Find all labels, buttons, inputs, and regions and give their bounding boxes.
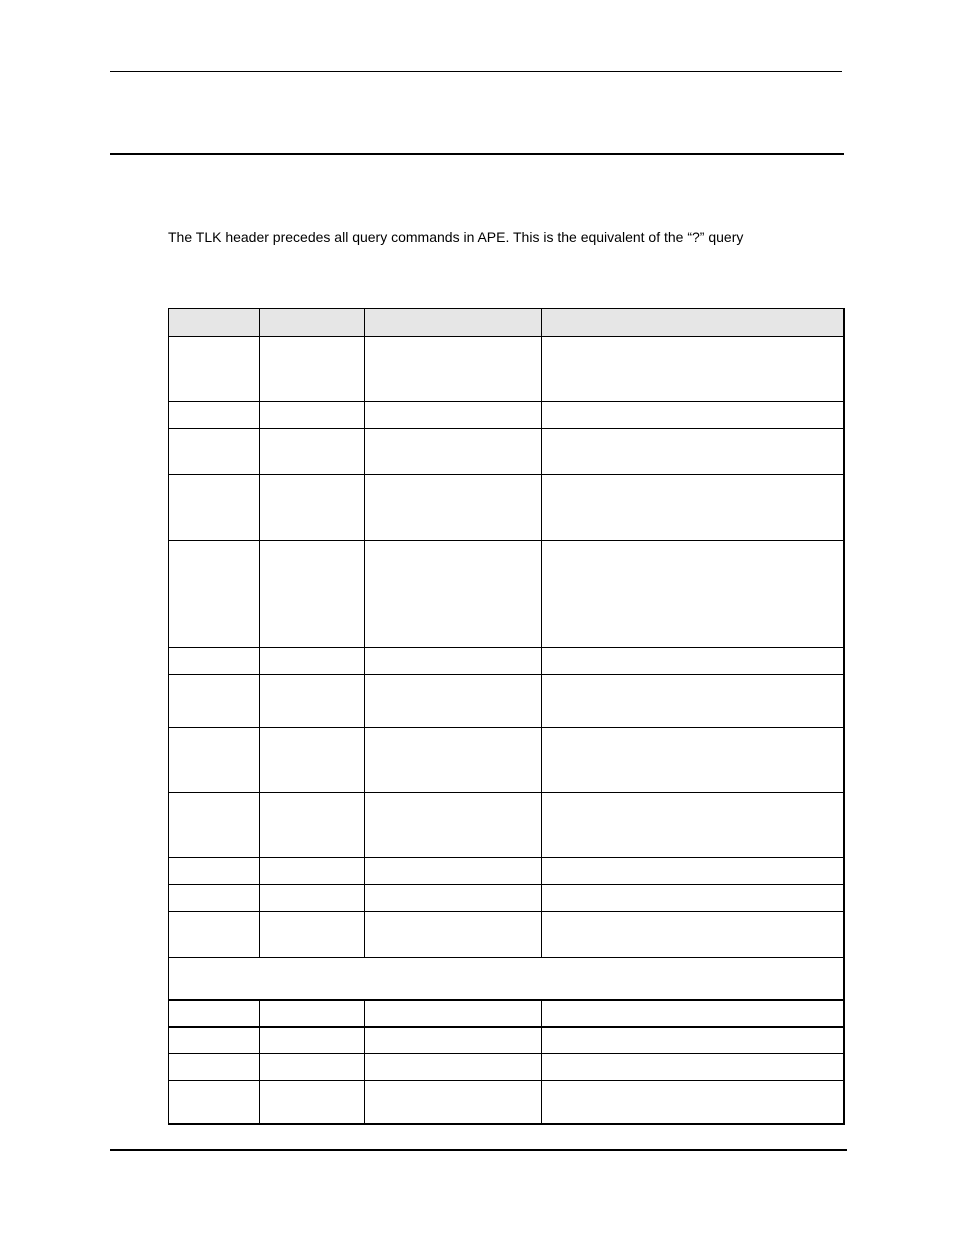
table-cell [365, 728, 542, 793]
footer-rule [110, 1149, 847, 1151]
table-cell [365, 793, 542, 858]
table-cell [365, 1054, 542, 1081]
table-cell [169, 1000, 260, 1027]
table-header-cell [169, 309, 260, 337]
table-cell [365, 675, 542, 728]
table-row [169, 648, 844, 675]
table-header-cell [260, 309, 365, 337]
table-cell [542, 402, 844, 429]
intro-paragraph: The TLK header precedes all query commands in APE. This is the equivalent of the “?” query [168, 229, 744, 245]
table-row [169, 1027, 844, 1054]
table-row [169, 1000, 844, 1027]
table-cell [260, 429, 365, 475]
table-row [169, 1054, 844, 1081]
table-header-row [169, 309, 844, 337]
table-cell [260, 1054, 365, 1081]
command-table [168, 308, 845, 1125]
table-row [169, 675, 844, 728]
table-cell [260, 648, 365, 675]
table-cell [365, 1027, 542, 1054]
table-cell [260, 885, 365, 912]
table-cell [260, 912, 365, 958]
table-cell [365, 648, 542, 675]
table-cell [169, 675, 260, 728]
table-row [169, 429, 844, 475]
table-row [169, 793, 844, 858]
table-cell [542, 885, 844, 912]
table-cell [169, 402, 260, 429]
table-row [169, 728, 844, 793]
table-cell [542, 1054, 844, 1081]
table-cell [260, 475, 365, 541]
table-cell [542, 728, 844, 793]
table-cell [365, 1000, 542, 1027]
table-header-cell [542, 309, 844, 337]
table-cell [169, 885, 260, 912]
table-cell [169, 912, 260, 958]
header-rule [110, 71, 842, 72]
table-span-cell [169, 958, 844, 1000]
table-cell [542, 1000, 844, 1027]
table-cell [260, 675, 365, 728]
table-cell [260, 1027, 365, 1054]
table-cell [169, 429, 260, 475]
table-cell [169, 728, 260, 793]
table-cell [169, 793, 260, 858]
table-cell [260, 1000, 365, 1027]
table-cell [542, 475, 844, 541]
table-cell [169, 1027, 260, 1054]
table-cell [260, 858, 365, 885]
table-cell [169, 648, 260, 675]
table-cell [169, 337, 260, 402]
table-cell [365, 402, 542, 429]
table-cell [260, 728, 365, 793]
table-cell [169, 475, 260, 541]
table-cell [169, 858, 260, 885]
table-cell [542, 675, 844, 728]
table-cell [365, 475, 542, 541]
table-cell [365, 429, 542, 475]
table-row [169, 337, 844, 402]
table-cell [365, 541, 542, 648]
table-row [169, 402, 844, 429]
table-cell [365, 885, 542, 912]
table-cell [365, 858, 542, 885]
table-row [169, 912, 844, 958]
table-cell [542, 541, 844, 648]
table-cell [542, 858, 844, 885]
section-heading-rule [110, 153, 844, 155]
table-row [169, 858, 844, 885]
table-cell [260, 793, 365, 858]
table-row [169, 541, 844, 648]
table-cell [542, 429, 844, 475]
table-cell [365, 337, 542, 402]
table-cell [169, 1081, 260, 1124]
table-cell [365, 912, 542, 958]
table-header-cell [365, 309, 542, 337]
table-cell [260, 402, 365, 429]
table-cell [542, 337, 844, 402]
table-cell [260, 337, 365, 402]
table-cell [260, 1081, 365, 1124]
table-cell [542, 793, 844, 858]
table-cell [169, 541, 260, 648]
table-cell [542, 1081, 844, 1124]
table-cell [169, 1054, 260, 1081]
table-cell [365, 1081, 542, 1124]
table-row [169, 1081, 844, 1124]
table-cell [542, 648, 844, 675]
table-span-row [169, 958, 844, 1000]
table-row [169, 885, 844, 912]
table-cell [542, 1027, 844, 1054]
table-row [169, 475, 844, 541]
table-cell [260, 541, 365, 648]
table-cell [542, 912, 844, 958]
